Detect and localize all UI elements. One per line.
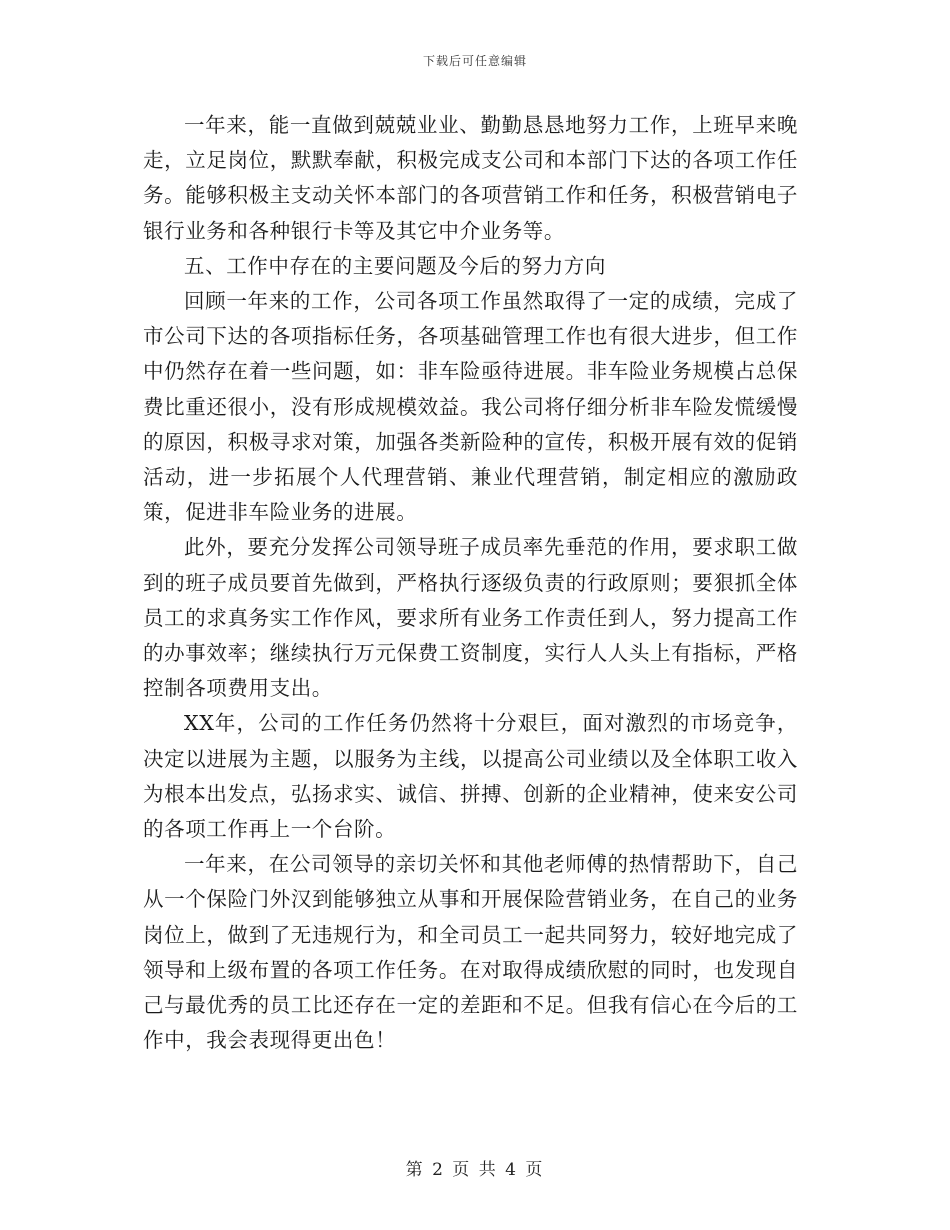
page-number: 第 2 页 共 4 页 — [405, 1160, 545, 1180]
paragraph-leadership: 此外，要充分发挥公司领导班子成员率先垂范的作用，要求职工做到的班子成员要首先做到，严格执行逐级负责的行政原则；要狠抓全体员工的求真务实工作作风，要求所有业务工作责任到人，努力提高工作的办事效率；继续执行万元保费工资制度，实行人人头上有指标，严格控制各项费用支出。 — [143, 535, 798, 701]
paragraph-work-attitude: 一年来，能一直做到兢兢业业、勤勤恳恳地努力工作，上班早来晚走，立足岗位，默默奉献，积极完成支公司和本部门下达的各项工作任务。能够积极主支动关怀本部门的各项营销工作和任务，积极营销电子银行业务和各种银行卡等及其它中介业务等。 — [143, 113, 798, 243]
paragraph-next-year: XX年，公司的工作任务仍然将十分艰巨，面对激烈的市场竞争，决定以进展为主题，以服务为主线，以提高公司业绩以及全体职工收入为根本出发点，弘扬求实、诚信、拼搏、创新的企业精神，使来安公司的各项工作再上一个台阶。 — [143, 711, 798, 842]
section-heading-problems: 五、工作中存在的主要问题及今后的努力方向 — [184, 253, 606, 278]
paragraph-review: 回顾一年来的工作，公司各项工作虽然取得了一定的成绩，完成了市公司下达的各项指标任务，各项基础管理工作也有很大进步，但工作中仍然存在着一些问题，如：非车险亟待进展。非车险业务规模占总保费比重还很小，没有形成规模效益。我公司将仔细分析非车险发慌缓慢的原因，积极寻求对策，加强各类新险种的宣传，积极开展有效的促销活动，进一步拓展个人代理营销、兼业代理营销，制定相应的激励政策，促进非车险业务的进展。 — [143, 289, 798, 525]
document-body — [143, 108, 798, 1058]
page-header-note: 下载后可任意编辑 — [422, 54, 527, 68]
paragraph-conclusion: 一年来，在公司领导的亲切关怀和其他老师傅的热情帮助下，自己从一个保险门外汉到能够独立从事和开展保险营销业务，在自己的业务岗位上，做到了无违规行为，和全司员工一起共同努力，较好地完成了领导和上级布置的各项工作任务。在对取得成绩欣慰的同时，也发现自己与最优秀的员工比还存在一定的差距和不足。但我有信心在今后的工作中，我会表现得更出色！ — [143, 852, 798, 1053]
